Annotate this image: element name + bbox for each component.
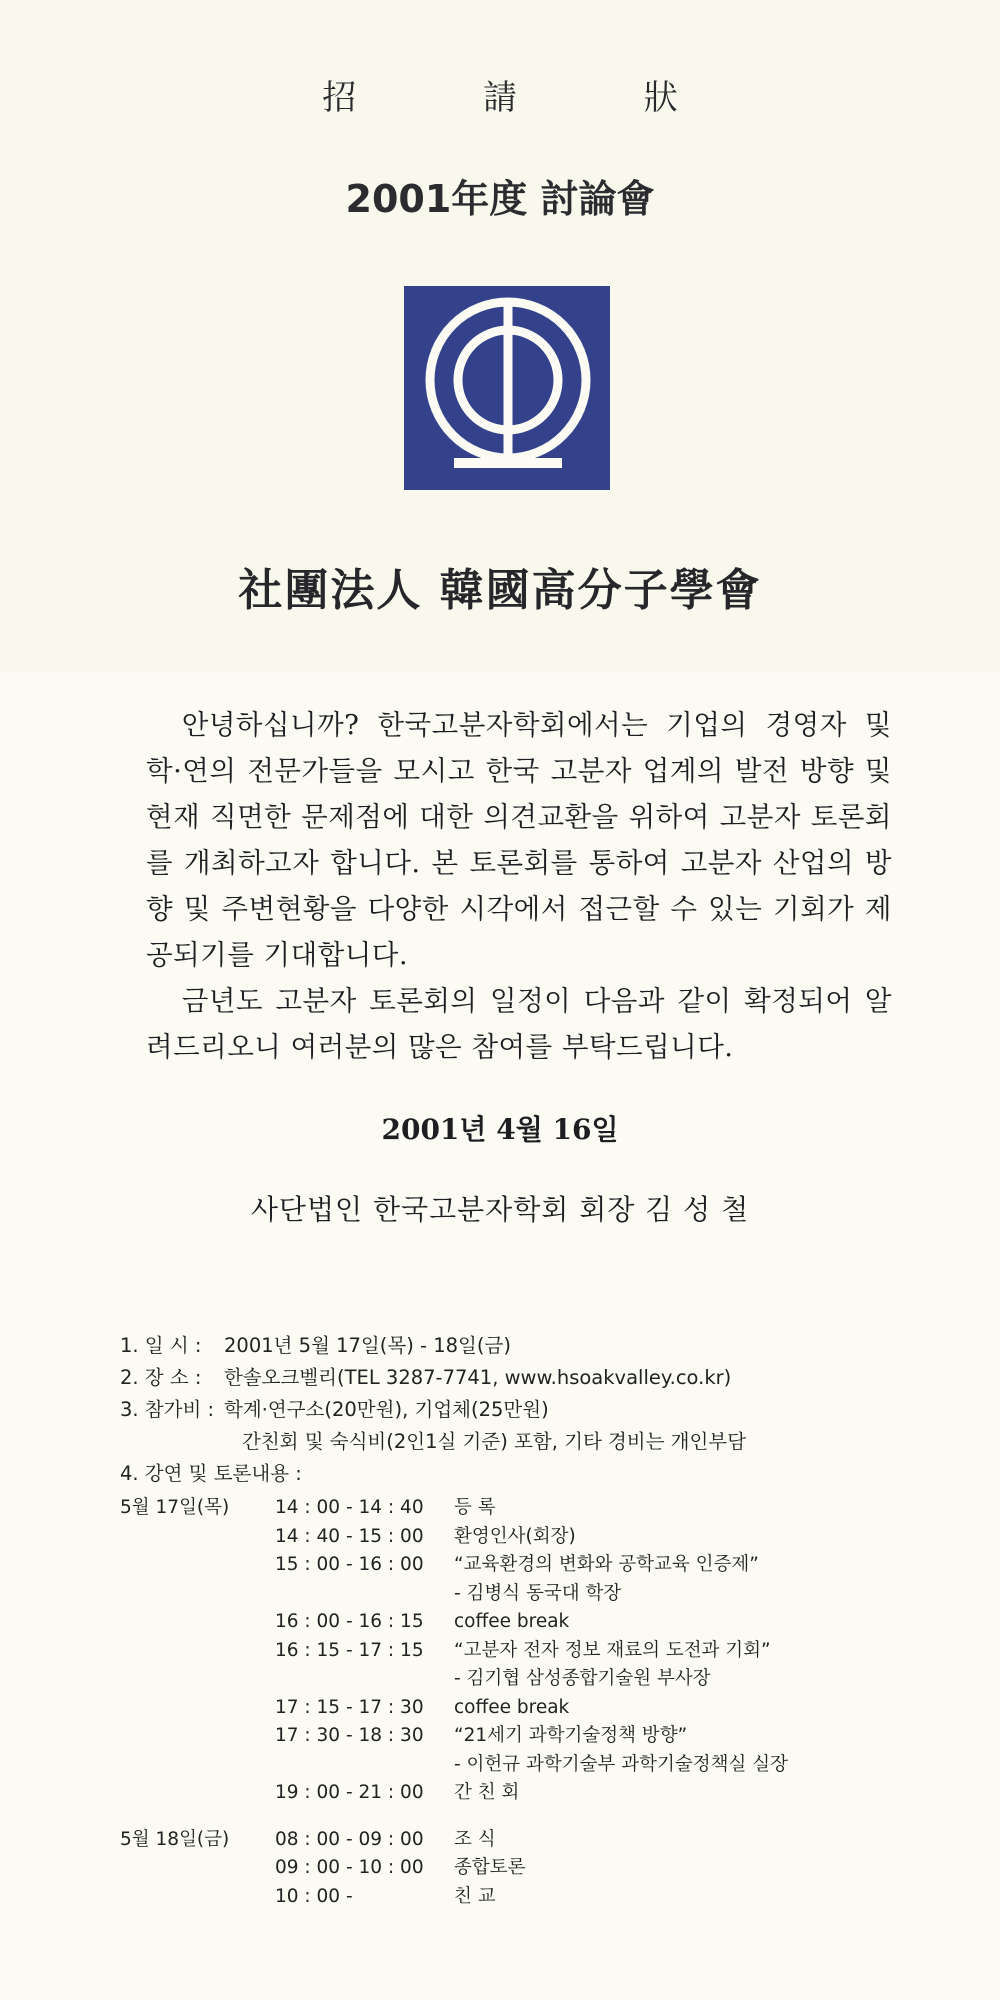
detail-fee bbox=[120, 1394, 920, 1426]
schedule-day: 5월 17일(목) bbox=[120, 1497, 230, 1518]
schedule-desc: 종합토론 bbox=[454, 1857, 526, 1878]
schedule-row bbox=[120, 1826, 920, 1855]
schedule-desc: “21세기 과학기술정책 방향” bbox=[454, 1725, 688, 1746]
schedule-time: 19 : 00 - 21 : 00 bbox=[275, 1782, 424, 1803]
detail-fee-value: 학계·연구소(20만원), 기업체(25만원) bbox=[224, 1398, 549, 1421]
detail-date-value: 2001년 5월 17일(목) - 18일(금) bbox=[224, 1334, 511, 1357]
society-emblem-icon bbox=[404, 286, 610, 490]
detail-venue-label: 2. 장 소 : bbox=[120, 1366, 202, 1389]
schedule-row bbox=[120, 1523, 920, 1552]
schedule-desc: coffee break bbox=[454, 1696, 570, 1718]
schedule-desc: 등 록 bbox=[454, 1497, 496, 1518]
detail-venue bbox=[120, 1362, 920, 1394]
schedule-time: 16 : 15 - 17 : 15 bbox=[275, 1639, 424, 1661]
schedule-row bbox=[120, 1751, 920, 1780]
document-title: 招 請 狀 bbox=[322, 78, 736, 118]
schedule-desc: 조 식 bbox=[454, 1828, 496, 1850]
schedule-time: 17 : 15 - 17 : 30 bbox=[275, 1696, 424, 1718]
detail-fee-label: 3. 참가비 : bbox=[120, 1398, 215, 1421]
detail-fee-note: 간친회 및 숙식비(2인1실 기준) 포함, 기타 경비는 개인부담 bbox=[242, 1430, 747, 1453]
schedule-time: 15 : 00 - 16 : 00 bbox=[275, 1554, 424, 1575]
letter-signature: 사단법인 한국고분자학회 회장 김 성 철 bbox=[250, 1193, 750, 1226]
schedule-time: 14 : 00 - 14 : 40 bbox=[275, 1497, 424, 1518]
schedule-time: 16 : 00 - 16 : 15 bbox=[275, 1611, 424, 1632]
schedule-desc: 간 친 회 bbox=[454, 1782, 520, 1803]
schedule-desc: “고분자 전자 정보 재료의 도전과 기회” bbox=[454, 1639, 771, 1661]
schedule-time: 08 : 00 - 09 : 00 bbox=[275, 1828, 424, 1850]
schedule-row bbox=[120, 1694, 920, 1723]
detail-date bbox=[120, 1330, 920, 1362]
schedule-desc: - 이헌규 과학기술부 과학기술정책실 실장 bbox=[454, 1753, 789, 1775]
letter-date: 2001년 4월 16일 bbox=[381, 1113, 619, 1146]
invitation-letter bbox=[146, 702, 892, 1070]
letter-paragraph-2: 금년도 고분자 토론회의 일정이 다음과 같이 확정되어 알려드리오니 여러분의 많은 참여를 부탁드립니다. bbox=[146, 985, 892, 1063]
schedule-row bbox=[120, 1854, 920, 1883]
schedule-gap bbox=[120, 1808, 920, 1822]
schedule-row bbox=[120, 1779, 920, 1808]
schedule-desc: 친 교 bbox=[454, 1885, 496, 1907]
schedule-row bbox=[120, 1494, 920, 1523]
schedule-day2 bbox=[120, 1826, 920, 1912]
schedule-desc: - 김기협 삼성종합기술원 부사장 bbox=[454, 1668, 711, 1689]
schedule-time: 17 : 30 - 18 : 30 bbox=[275, 1725, 424, 1746]
schedule-row bbox=[120, 1580, 920, 1609]
event-title: 2001年度 討論會 bbox=[345, 177, 655, 221]
schedule-row bbox=[120, 1637, 920, 1666]
schedule-row bbox=[120, 1665, 920, 1694]
schedule-desc: “교육환경의 변화와 공학교육 인증제” bbox=[454, 1554, 759, 1575]
schedule-time: 09 : 00 - 10 : 00 bbox=[275, 1857, 424, 1878]
detail-program bbox=[120, 1458, 920, 1490]
schedule-desc: 환영인사(회장) bbox=[454, 1525, 576, 1547]
schedule-row bbox=[120, 1722, 920, 1751]
detail-date-label: 1. 일 시 : bbox=[120, 1334, 202, 1357]
schedule-time: 10 : 00 - bbox=[275, 1885, 353, 1907]
schedule-desc: - 김병식 동국대 학장 bbox=[454, 1582, 622, 1604]
schedule-time: 14 : 40 - 15 : 00 bbox=[275, 1525, 424, 1547]
detail-program-label: 4. 강연 및 토론내용 : bbox=[120, 1462, 302, 1485]
detail-venue-value: 한솔오크벨리(TEL 3287-7741, www.hsoakvalley.co.kr) bbox=[224, 1366, 732, 1389]
letter-paragraph-1: 안녕하십니까? 한국고분자학회에서는 기업의 경영자 및 학·연의 전문가들을 모시고 한국 고분자 업계의 발전 방향 및 현재 직면한 문제점에 대한 의견교환을 위하여 고분자 토론회를 개최하고자 합니다. 본 토론회를 통하여 고분자 산업의 방향 및 주변현황을 다양한 시각에서 접근할 수 있는 기회가 제공되기를 기대합니다. bbox=[146, 709, 892, 971]
schedule-day1 bbox=[120, 1494, 920, 1808]
schedule-row bbox=[120, 1883, 920, 1912]
schedule-day: 5월 18일(금) bbox=[120, 1828, 230, 1850]
schedule-row bbox=[120, 1608, 920, 1637]
organization-name: 社團法人 韓國高分子學會 bbox=[238, 565, 762, 616]
event-details bbox=[120, 1330, 920, 1911]
schedule-row bbox=[120, 1551, 920, 1580]
schedule-desc: coffee break bbox=[454, 1611, 570, 1632]
